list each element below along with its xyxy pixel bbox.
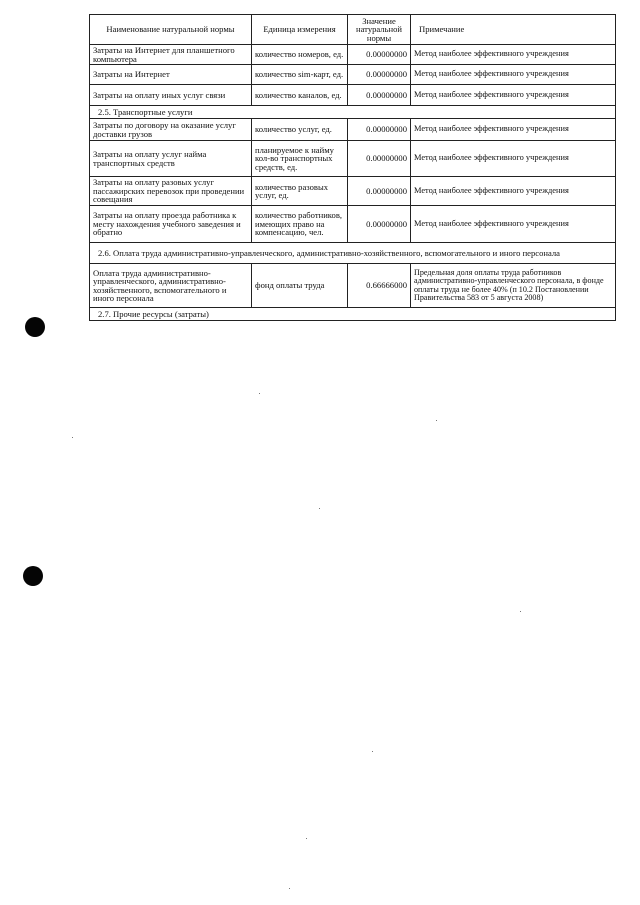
section-heading-2-7 [90,308,616,321]
table-row [90,141,616,177]
row-value: 0.00000000 [348,177,411,206]
section-heading-2-5 [90,106,616,119]
row-note: Метод наиболее эффективного учреждения [411,177,616,206]
row-name: Оплата труда административно-управленческого, административно-хозяйственного, вспомогательного и иного персонала [90,264,252,308]
row-unit: планируемое к найму кол-во транспортных средств, ед. [252,141,348,177]
scan-speck [259,393,260,394]
scan-speck [372,751,373,752]
table-row [90,65,616,85]
table-row [90,177,616,206]
row-value: 0.00000000 [348,45,411,65]
header-name: Наименование натуральной нормы [90,15,252,45]
scan-speck [72,437,73,438]
row-unit: фонд оплаты труда [252,264,348,308]
row-name: Затраты на оплату иных услуг связи [90,85,252,106]
row-note: Метод наиболее эффективного учреждения [411,45,616,65]
row-note: Метод наиболее эффективного учреждения [411,85,616,106]
row-name: Затраты на оплату разовых услуг пассажирских перевозок при проведении совещания [90,177,252,206]
table-row [90,119,616,141]
header-note: Примечание [411,15,616,45]
section-title: 2.6. Оплата труда административно-управленческого, административно-хозяйственного, вспомогательного и иного персонала [90,243,616,264]
table-row [90,206,616,243]
row-note: Метод наиболее эффективного учреждения [411,141,616,177]
table-row [90,85,616,106]
section-title: 2.7. Прочие ресурсы (затраты) [90,308,616,321]
natural-norms-table [89,14,616,321]
section-heading-2-6 [90,243,616,264]
row-note: Метод наиболее эффективного учреждения [411,65,616,85]
header-value: Значение натуральной нормы [348,15,411,45]
scan-speck [436,420,437,421]
row-value: 0.00000000 [348,206,411,243]
punch-hole-lower [23,566,43,586]
punch-hole-upper [25,317,45,337]
row-note: Метод наиболее эффективного учреждения [411,119,616,141]
row-value: 0.00000000 [348,85,411,106]
row-unit: количество номеров, ед. [252,45,348,65]
header-unit: Единица измерения [252,15,348,45]
table-row [90,264,616,308]
row-name: Затраты на Интернет [90,65,252,85]
row-value: 0.00000000 [348,65,411,85]
scan-speck [319,508,320,509]
row-value: 0.00000000 [348,119,411,141]
row-unit: количество разовых услуг, ед. [252,177,348,206]
row-unit: количество каналов, ед. [252,85,348,106]
row-name: Затраты на оплату услуг найма транспортных средств [90,141,252,177]
row-note: Предельная доля оплаты труда работников административно-управленческого персонала, в фонде оплаты труда не более 40% (п 10.2 Постановлении Правительства 583 от 5 августа 2008) [411,264,616,308]
scan-speck [520,611,521,612]
row-unit: количество sim-карт, ед. [252,65,348,85]
section-title: 2.5. Транспортные услуги [90,106,616,119]
row-value: 0.66666000 [348,264,411,308]
row-name: Затраты на Интернет для планшетного компьютера [90,45,252,65]
row-name: Затраты по договору на оказание услуг доставки грузов [90,119,252,141]
table-row [90,45,616,65]
row-unit: количество услуг, ед. [252,119,348,141]
scan-speck [306,838,307,839]
row-value: 0.00000000 [348,141,411,177]
row-name: Затраты на оплату проезда работника к месту нахождения учебного заведения и обратно [90,206,252,243]
row-unit: количество работников, имеющих право на компенсацию, чел. [252,206,348,243]
scan-speck [289,888,290,889]
table-header-row [90,15,616,45]
row-note: Метод наиболее эффективного учреждения [411,206,616,243]
